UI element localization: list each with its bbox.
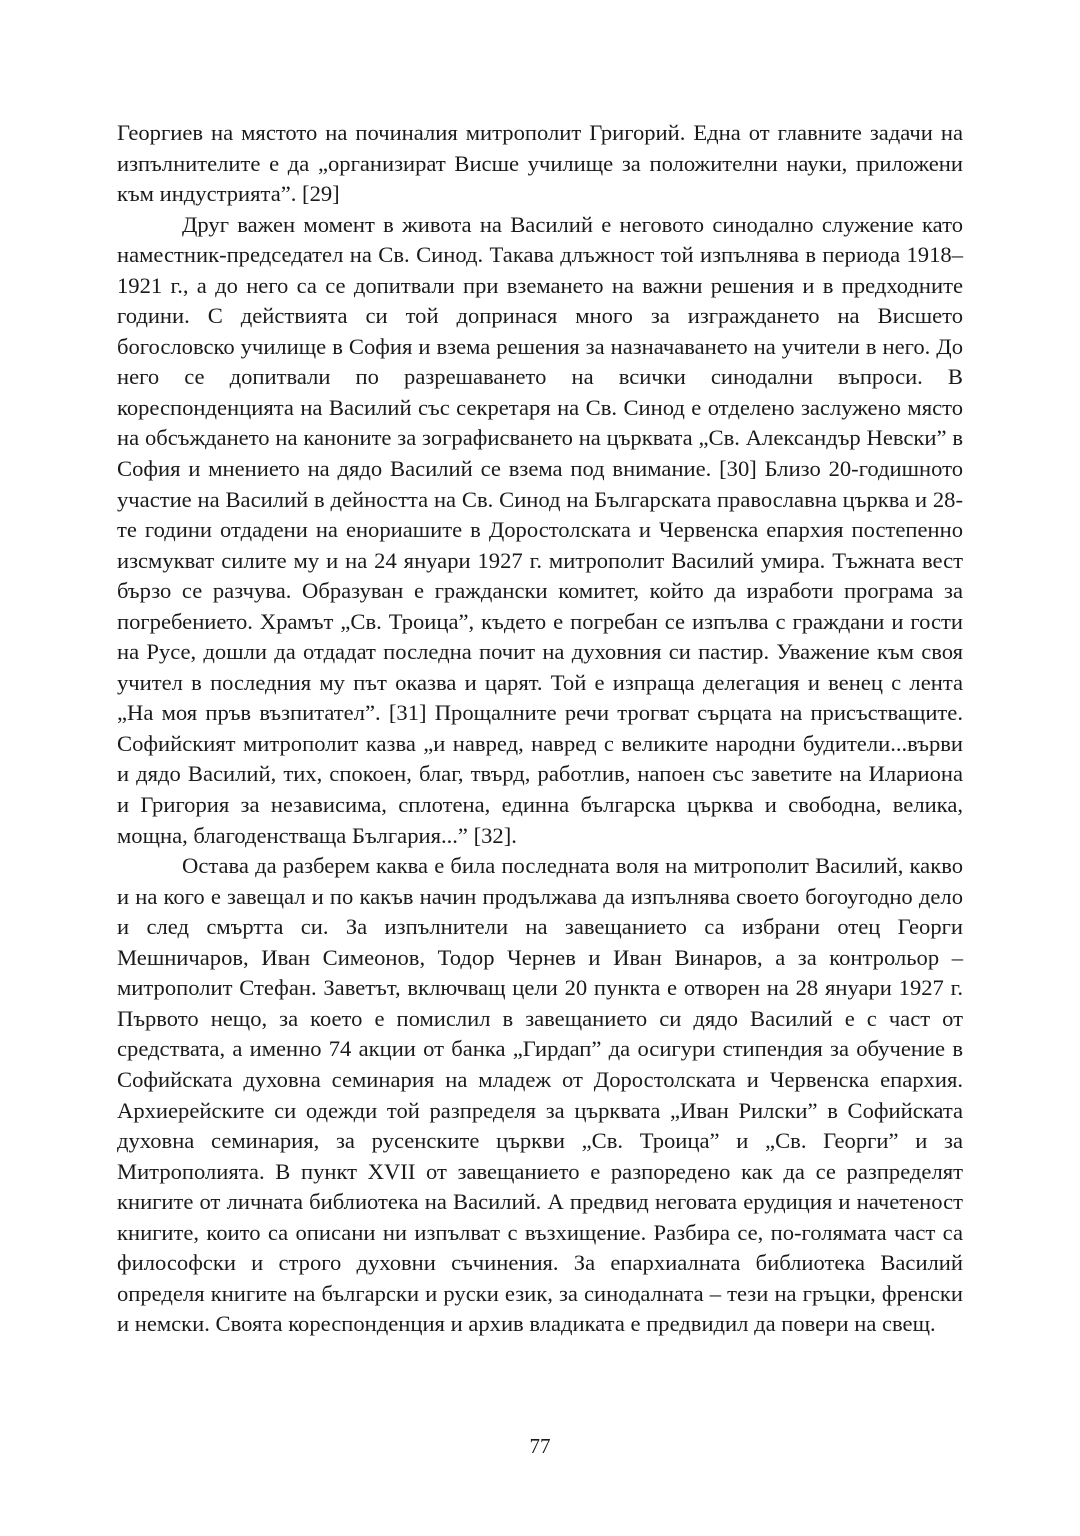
page-number: 77 (529, 1434, 551, 1458)
paragraph-continued: Георгиев на мястото на починалия митрополит Григорий. Една от главните задачи на изпълнителите е да „организират Висше училище за положителни науки, приложени към индустрията”. [29] (117, 120, 963, 207)
paragraph-synodal-service: Друг важен момент в живота на Василий е неговото синодално служение като наместник-председател на Св. Синод. Такава длъжност той изпълнява в периода 1918–1921 г., а до него са се допитвали при вземането на важни решения и в предходните години. С действията си той допринася много за изграждането на Висшето богословско училище в София и взема решения за назначаването на учители в него. До него се допитвали по разрешаването на всички синодални въпроси. В кореспонденцията на Василий със секретаря на Св. Синод е отделено заслужено място на обсъждането на каноните за зографисването на църквата „Св. Александър Невски” в София и мнението на дядо Василий се взема под внимание. [30] Близо 20-годишното участие на Василий в дейността на Св. Синод на Българската православна църква и 28-те години отдадени на енориашите в Доростолската и Червенска епархия постепенно изсмукват силите му и на 24 януари 1927 г. митрополит Василий умира. Тъжната вест бързо се разчува. Образуван е граждански комитет, който да изработи програма за погребението. Храмът „Св. Троица”, където е погребан се изпълва с граждани и гости на Русе, дошли да отдадат последна почит на духовния си пастир. Уважение към своя учител в последния му път оказва и царят. Той е изпраща делегация и венец с лента „На моя пръв възпитател”. [31] Прощалните речи трогват сърцата на присъстващите. Софийският митрополит казва „и навред, навред с великите народни будители...върви и дядо Василий, тих, спокоен, благ, твърд, работлив, напоен със заветите на Илариона и Григория за независима, сплотена, единна българска църква и свободна, велика, мощна, благоденстваща България...” [32]. (117, 211, 963, 848)
paragraph-last-will: Остава да разберем каква е била последната воля на митрополит Василий, какво и на кого е завещал и по какъв начин продължава да изпълнява своето богоугодно дело и след смъртта си. За изпълнители на завещанието са избрани отец Георги Мешничаров, Иван Симеонов, Тодор Чернев и Иван Винаров, а за контрольор – митрополит Стефан. Заветът, включващ цели 20 пункта е отворен на 28 януари 1927 г. Първото нещо, за което е помислил в завещанието си дядо Василий е с част от средствата, а именно 74 акции от банка „Гирдап” да осигури стипендия за обучение в Софийската духовна семинария на младеж от Доростолската и Червенска епархия. Архиерейските си одежди той разпределя за църквата „Иван Рилски” в Софийската духовна семинария, за русенските църкви „Св. Троица” и „Св. Георги” и за Митрополията. В пункт XVII от завещанието е разпоредено как да се разпределят книгите от личната библиотека на Василий. А предвид неговата ерудиция и начетеност книгите, които са описани ни изпълват с възхищение. Разбира се, по-голямата част са философски и строго духовни съчинения. За епархиалната библиотека Василий определя книгите на български и руски език, за синодалната – тези на гръцки, френски и немски. Своята кореспонденция и архив владиката е предвидил да повери на свещ. (117, 853, 963, 1337)
body-text (117, 118, 963, 1340)
